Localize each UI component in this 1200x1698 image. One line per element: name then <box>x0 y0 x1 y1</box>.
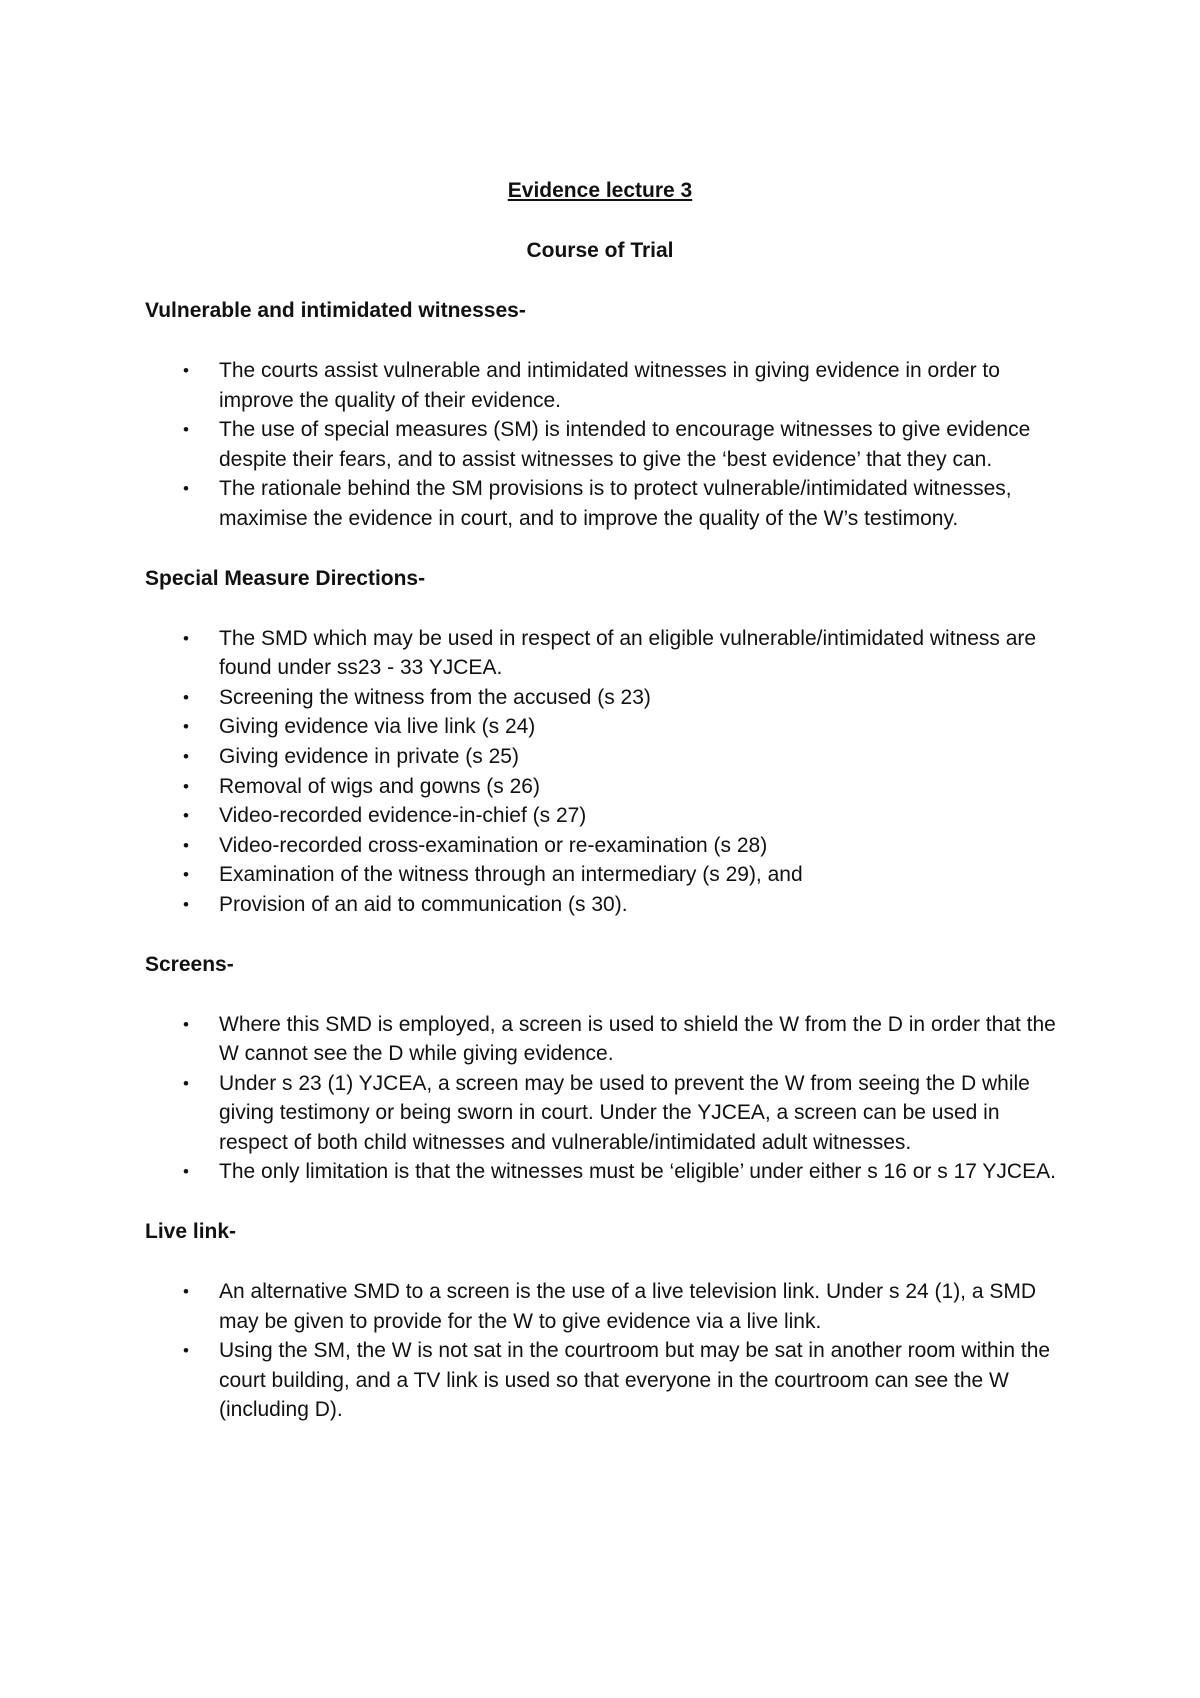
bullet-item: • Giving evidence via live link (s 24) <box>145 712 1065 742</box>
bullet-item: • The courts assist vulnerable and intimidated witnesses in giving evidence in order to improve the quality of their evidence. <box>145 356 1065 415</box>
bullet-item: • Under s 23 (1) YJCEA, a screen may be used to prevent the W from seeing the D while giving testimony or being sworn in court. Under the YJCEA, a screen can be used in respect of both child witnesses and vulnerable/intimidated adult witnesses. <box>145 1069 1065 1158</box>
section-heading: Vulnerable and intimidated witnesses- <box>145 299 526 322</box>
bullet-item: • Removal of wigs and gowns (s 26) <box>145 772 1065 802</box>
bullet-item: • The use of special measures (SM) is intended to encourage witnesses to give evidence despite their fears, and to assist witnesses to give the ‘best evidence’ that they can. <box>145 415 1065 474</box>
bullet-item: • The SMD which may be used in respect of an eligible vulnerable/intimidated witness are found under ss23 - 33 YJCEA. <box>145 624 1065 683</box>
section-heading: Live link- <box>145 1220 237 1244</box>
bullet-item: • Provision of an aid to communication (s 30). <box>145 890 1065 920</box>
document-title: Evidence lecture 3 <box>507 179 693 202</box>
bullet-item: • Where this SMD is employed, a screen is used to shield the W from the D in order that the W cannot see the D while giving evidence. <box>145 1010 1065 1069</box>
section-vulnerable-witnesses <box>145 296 1065 534</box>
section-live-link <box>145 1217 1065 1425</box>
section-screens <box>145 950 1065 1188</box>
document-subtitle: Course of Trial <box>526 239 674 262</box>
bullet-item: • The rationale behind the SM provisions is to protect vulnerable/intimidated witnesses, maximise the evidence in court, and to improve the quality of the W’s testimony. <box>145 474 1065 533</box>
bullet-item: • Examination of the witness through an intermediary (s 29), and <box>145 860 1065 890</box>
bullet-item: • An alternative SMD to a screen is the use of a live television link. Under s 24 (1), a SMD may be given to provide for the W to give evidence via a live link. <box>145 1277 1065 1336</box>
bullet-list <box>145 356 1065 534</box>
bullet-item: • Video-recorded cross-examination or re-examination (s 28) <box>145 831 1065 861</box>
bullet-list <box>145 1010 1065 1188</box>
document-body <box>145 296 1065 1455</box>
bullet-list <box>145 624 1065 920</box>
section-heading: Special Measure Directions- <box>145 566 426 590</box>
section-special-measure-directions <box>145 564 1065 920</box>
section-heading: Screens- <box>145 952 234 976</box>
bullet-item: • Video-recorded evidence-in-chief (s 27) <box>145 801 1065 831</box>
bullet-item: • Using the SM, the W is not sat in the courtroom but may be sat in another room within the court building, and a TV link is used so that everyone in the courtroom can see the W (including D). <box>145 1336 1065 1425</box>
bullet-list <box>145 1277 1065 1425</box>
bullet-item: • The only limitation is that the witnesses must be ‘eligible’ under either s 16 or s 17 YJCEA. <box>145 1157 1065 1187</box>
bullet-item: • Giving evidence in private (s 25) <box>145 742 1065 772</box>
bullet-item: • Screening the witness from the accused (s 23) <box>145 683 1065 713</box>
